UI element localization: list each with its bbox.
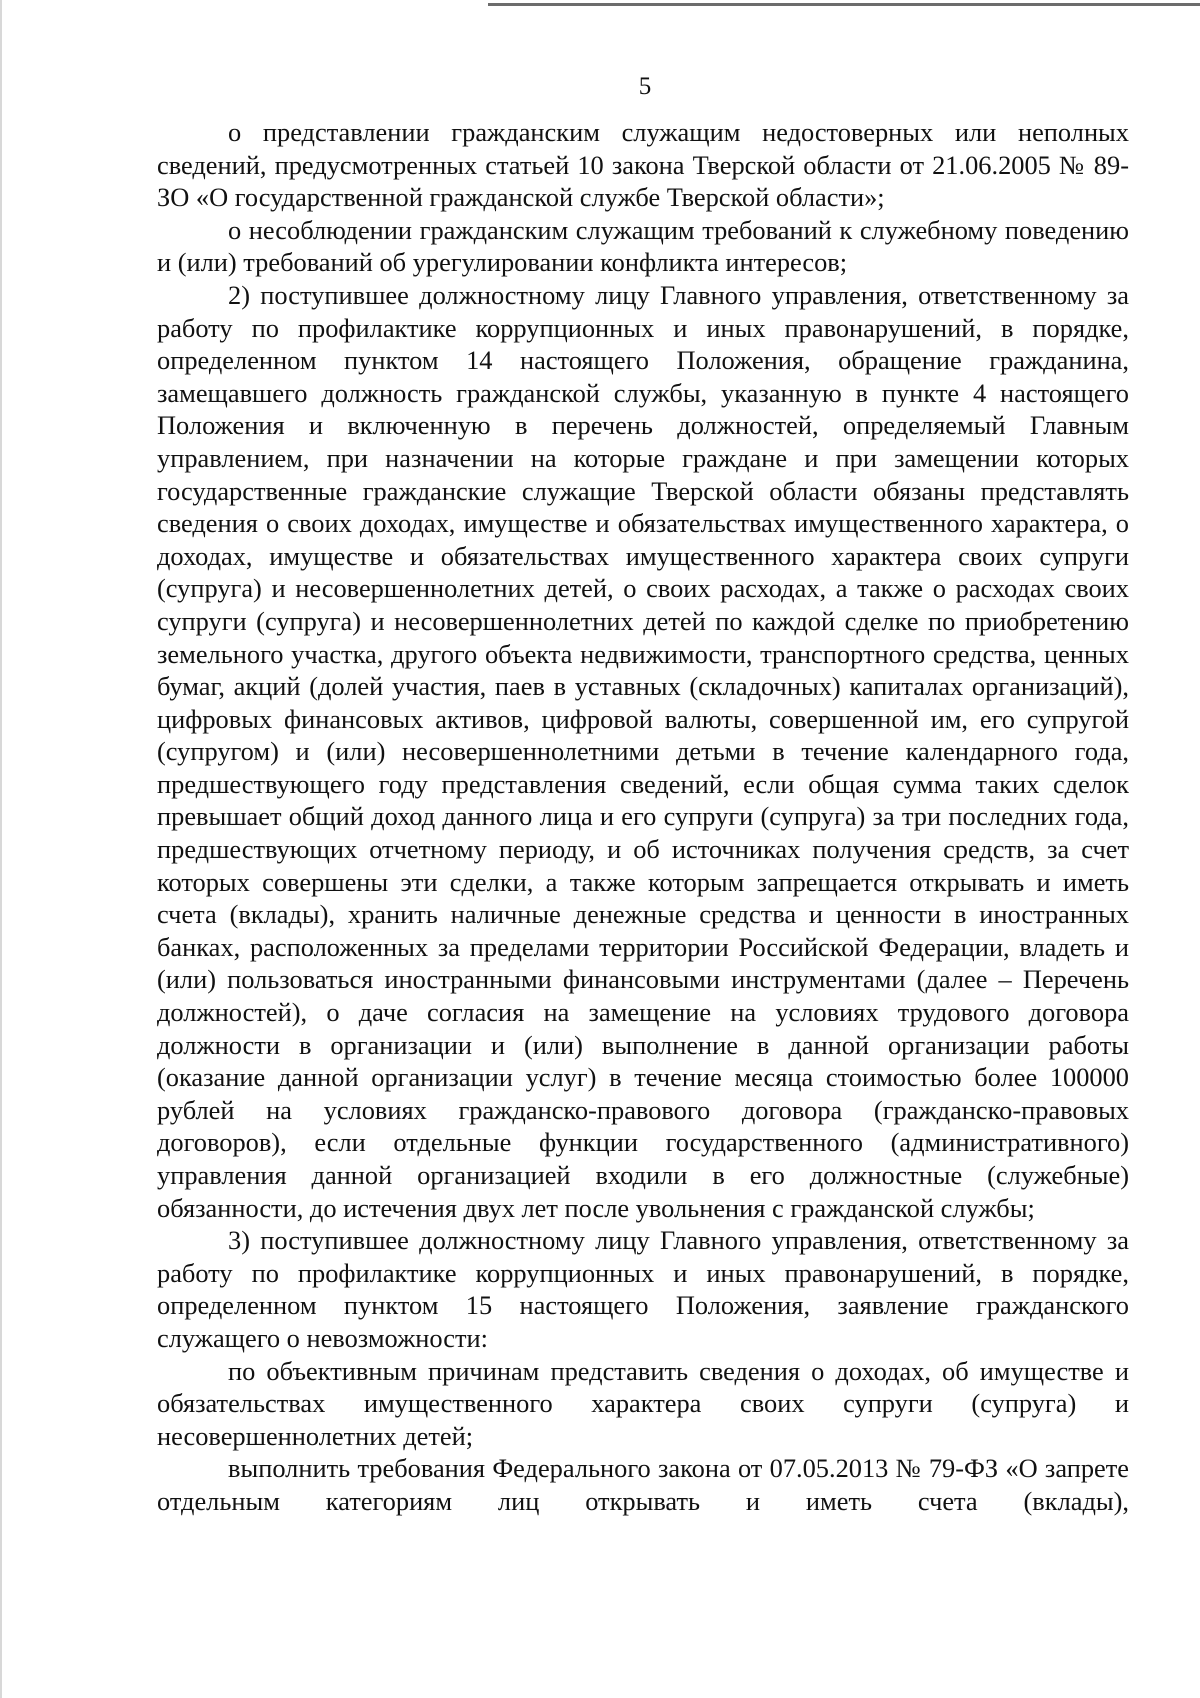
- paragraph-item-2-citizen-appeal: 2) поступившее должностному лицу Главного управления, ответственному за работу по профилактике коррупционных и иных правонарушений, в порядке, определенном пунктом 14 настоящего Положения, обращение гражданина, замещавшего должность гражданской службы, указанную в пункте 4 настоящего Положения и включенную в перечень должностей, определяемый Главным управлением, при назначении на которые граждане и при замещении которых государственные гражданские служащие Тверской области обязаны представлять сведения о своих доходах, имуществе и обязательствах имущественного характера, о доходах, имуществе и обязательствах имущественного характера своих супруги (супруга) и несовершеннолетних детей, о своих расходах, а также о расходах своих супруги (супруга) и несовершеннолетних детей по каждой сделке по приобретению земельного участка, другого объекта недвижимости, транспортного средства, ценных бумаг, акций (долей участия, паев в уставных (складочных) капиталах организаций), цифровых финансовых активов, цифровой валюты, совершенной им, его супругой (супругом) и (или) несовершеннолетними детьми в течение календарного года, предшествующего году представления сведений, если общая сумма таких сделок превышает общий доход данного лица и его супруги (супруга) за три последних года, предшествующих отчетному периоду, и об источниках получения средств, за счет которых совершены эти сделки, а также которым запрещается открывать и иметь счета (вклады), хранить наличные денежные средства и ценности в иностранных банках, расположенных за пределами территории Российской Федерации, владеть и (или) пользоваться иностранными финансовыми инструментами (далее – Перечень должностей), о даче согласия на замещение на условиях трудового договора должности в организации и (или) выполнение в данной организации работы (оказание данной организации услуг) в течение месяца стоимостью более 100000 рублей на условиях гражданско-правового договора (гражданско-правовых договоров), если отдельные функции государственного (административного) управления данной организацией входили в его должностные (служебные) обязанности, до истечения двух лет после увольнения с гражданской службы;: [157, 279, 1129, 1223]
- paragraph-conduct-noncompliance: о несоблюдении гражданским служащим требований к служебному поведению и (или) требований об урегулировании конфликта интересов;: [157, 214, 1129, 278]
- paragraph-item-3-employee-statement: 3) поступившее должностному лицу Главного управления, ответственному за работу по профилактике коррупционных и иных правонарушений, в порядке, определенном пунктом 15 настоящего Положения, заявление гражданского служащего о невозможности:: [157, 1225, 1129, 1353]
- document-body: [157, 116, 1129, 1518]
- scan-top-border: [488, 3, 1200, 6]
- scan-left-border: [0, 0, 2, 1698]
- page-number: 5: [638, 73, 652, 100]
- paragraph-misrepresentation: о представлении гражданским служащим недостоверных или неполных сведений, предусмотренных статьей 10 закона Тверской области от 21.06.2005 № 89-ЗО «О государственной гражданской службе Тверской области»;: [157, 117, 1129, 213]
- paragraph-objective-reasons: по объективным причинам представить сведения о доходах, об имуществе и обязательствах имущественного характера своих супруги (супруга) и несовершеннолетних детей;: [157, 1355, 1129, 1451]
- paragraph-federal-law-79: выполнить требования Федерального закона от 07.05.2013 № 79-ФЗ «О запрете отдельным категориям лиц открывать и иметь счета (вклады),: [157, 1453, 1129, 1516]
